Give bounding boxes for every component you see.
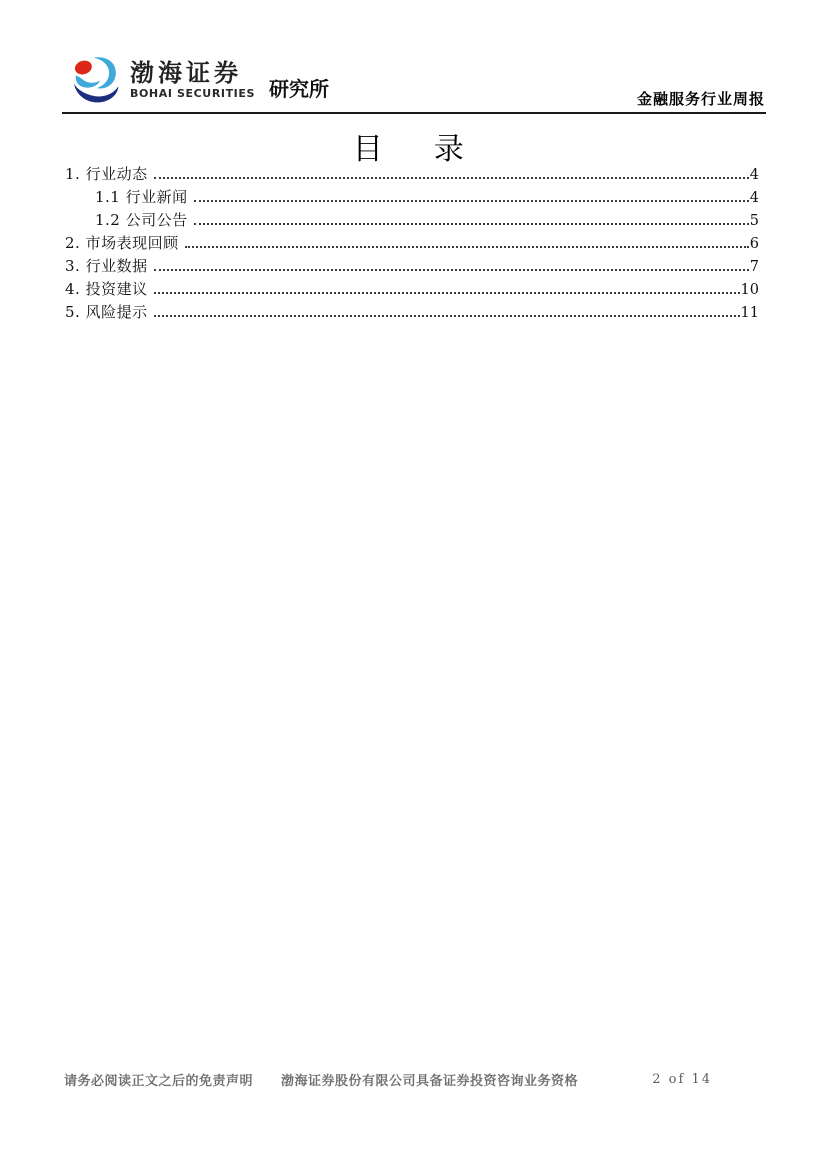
footer-disclaimer: 请务必阅读正文之后的免责声明 <box>64 1073 254 1089</box>
report-title: 金融服务行业周报 <box>636 90 765 108</box>
toc-entry-page-number: 4 <box>749 167 759 183</box>
footer-qualification: 渤海证券股份有限公司具备证券投资咨询业务资格 <box>281 1073 579 1089</box>
toc-dotted-leader <box>185 246 749 248</box>
toc-entry-label: 1. 行业动态 <box>65 165 148 183</box>
page-number-indicator: 2 of 14 <box>652 1071 712 1087</box>
footer-legal-text <box>64 1070 578 1089</box>
brand-name-english: BOHAI SECURITIES <box>130 87 256 100</box>
toc-entry[interactable] <box>65 186 759 209</box>
toc-entry-label: 4. 投资建议 <box>65 280 148 298</box>
toc-entry-page-number: 5 <box>749 213 759 229</box>
toc-entry[interactable] <box>65 163 759 186</box>
toc-entry-page-number: 11 <box>740 305 759 321</box>
toc-entry[interactable] <box>65 301 759 324</box>
toc-dotted-leader <box>194 200 749 202</box>
bohai-logo-icon <box>68 55 124 109</box>
toc-entry-page-number: 7 <box>749 259 759 275</box>
toc-entry[interactable] <box>65 278 759 301</box>
toc-dotted-leader <box>154 269 749 271</box>
bohai-securities-logo <box>68 55 329 109</box>
toc-entry[interactable] <box>65 209 759 232</box>
toc-entry-page-number: 4 <box>749 190 759 206</box>
toc-entry-page-number: 10 <box>740 282 759 298</box>
toc-dotted-leader <box>154 177 749 179</box>
research-institute-label: 研究所 <box>269 77 330 101</box>
toc-list <box>65 163 759 324</box>
toc-entry-label: 1.2 公司公告 <box>95 211 188 229</box>
toc-dotted-leader <box>194 223 749 225</box>
toc-entry-label: 1.1 行业新闻 <box>95 188 188 206</box>
header-divider <box>62 112 766 114</box>
page-header <box>62 55 765 113</box>
page-footer <box>64 1068 765 1090</box>
toc-entry-label: 3. 行业数据 <box>65 257 148 275</box>
toc-entry-label: 2. 市场表现回顾 <box>65 234 179 252</box>
toc-dotted-leader <box>154 315 740 317</box>
toc-dotted-leader <box>154 292 740 294</box>
toc-entry[interactable] <box>65 232 759 255</box>
toc-entry-page-number: 6 <box>749 236 759 252</box>
toc-title: 目 录 <box>352 132 475 167</box>
toc-entry-label: 5. 风险提示 <box>65 303 148 321</box>
brand-text <box>130 55 255 99</box>
brand-name-chinese: 渤海证券 <box>130 58 242 87</box>
toc-entry[interactable] <box>65 255 759 278</box>
